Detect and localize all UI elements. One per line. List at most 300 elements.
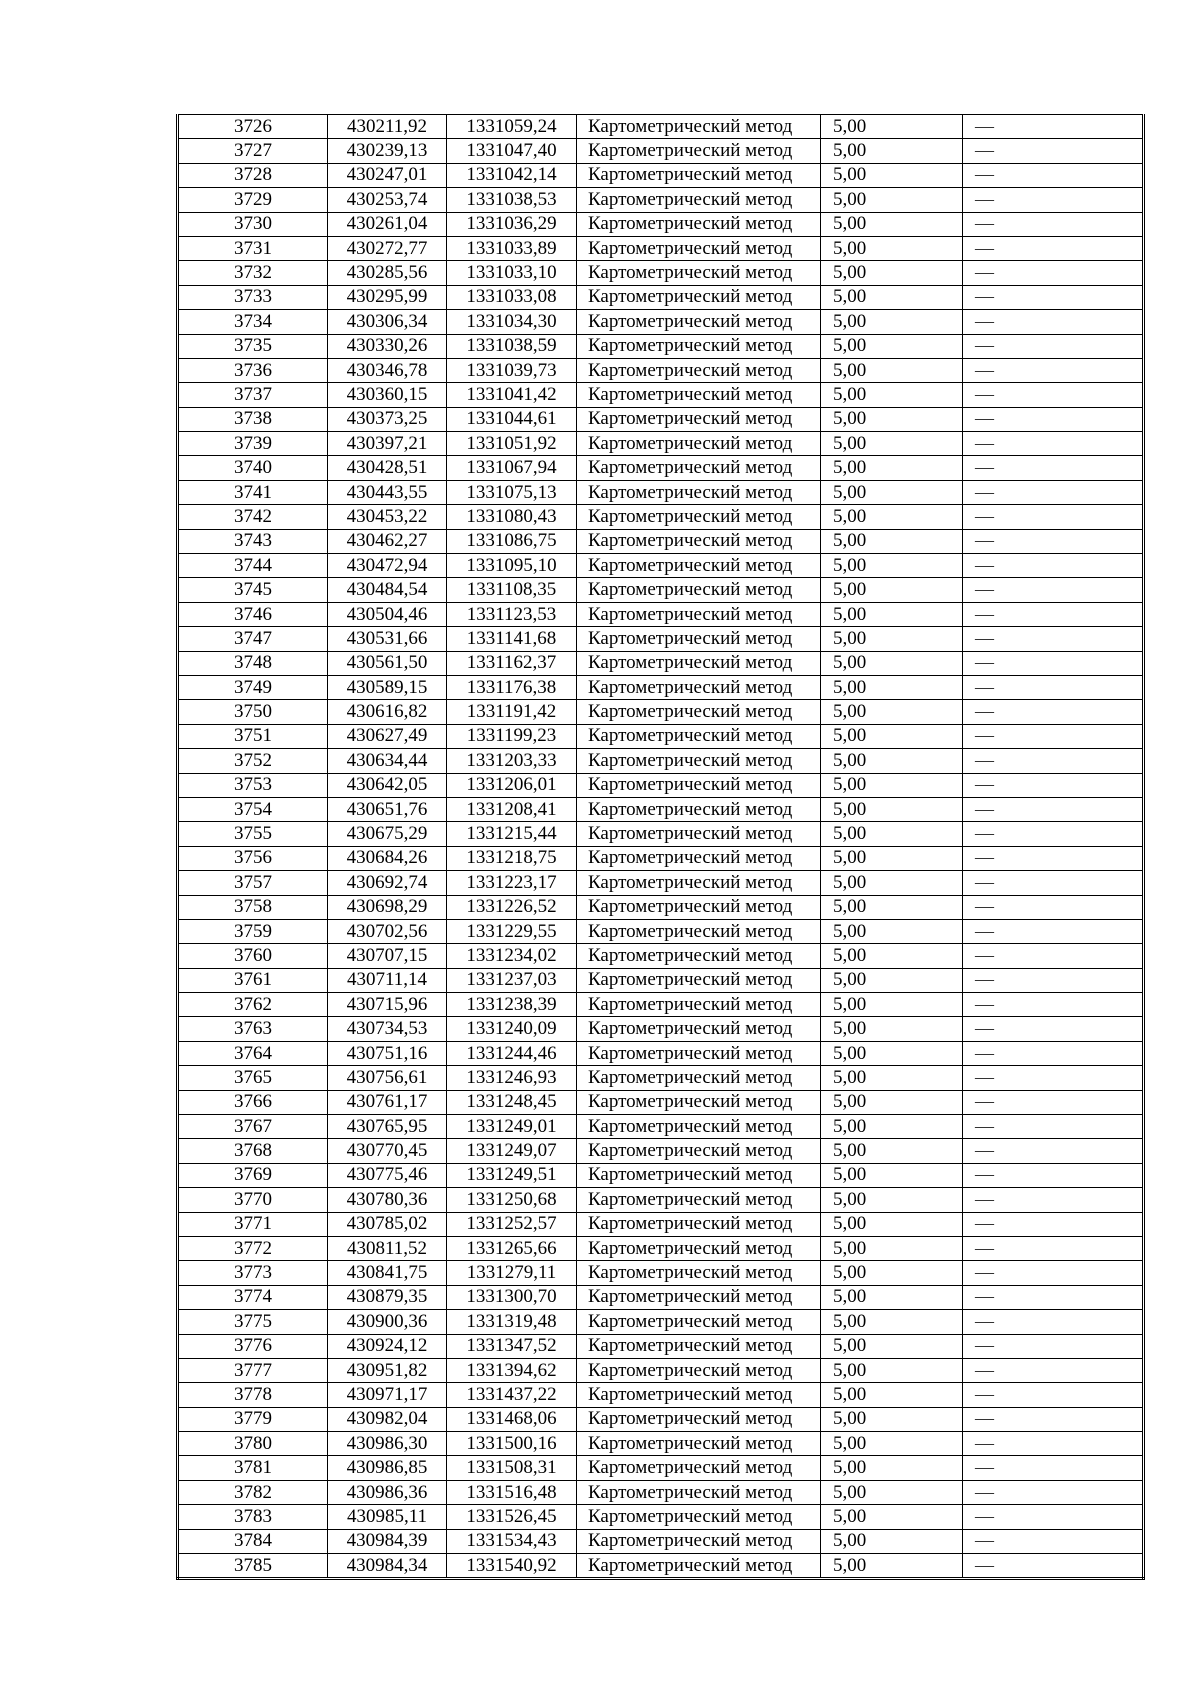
accuracy-cell: 5,00 bbox=[821, 529, 963, 553]
x-coordinate-cell: 430397,21 bbox=[328, 432, 447, 456]
y-coordinate-cell: 1331252,57 bbox=[447, 1212, 577, 1236]
x-coordinate-cell: 430330,26 bbox=[328, 334, 447, 358]
point-number-cell: 3762 bbox=[178, 993, 328, 1017]
accuracy-cell: 5,00 bbox=[821, 115, 963, 139]
y-coordinate-cell: 1331347,52 bbox=[447, 1334, 577, 1358]
x-coordinate-cell: 430775,46 bbox=[328, 1163, 447, 1187]
x-coordinate-cell: 430986,85 bbox=[328, 1456, 447, 1480]
y-coordinate-cell: 1331095,10 bbox=[447, 554, 577, 578]
method-cell: Картометрический метод bbox=[577, 1212, 821, 1236]
table-row bbox=[178, 1188, 1144, 1212]
description-cell: — bbox=[963, 797, 1144, 821]
accuracy-cell: 5,00 bbox=[821, 188, 963, 212]
description-cell: — bbox=[963, 1139, 1144, 1163]
description-cell: — bbox=[963, 846, 1144, 870]
point-number-cell: 3773 bbox=[178, 1261, 328, 1285]
description-cell: — bbox=[963, 919, 1144, 943]
accuracy-cell: 5,00 bbox=[821, 1115, 963, 1139]
table-row bbox=[178, 602, 1144, 626]
description-cell: — bbox=[963, 871, 1144, 895]
accuracy-cell: 5,00 bbox=[821, 675, 963, 699]
point-number-cell: 3727 bbox=[178, 139, 328, 163]
method-cell: Картометрический метод bbox=[577, 1432, 821, 1456]
point-number-cell: 3772 bbox=[178, 1236, 328, 1260]
method-cell: Картометрический метод bbox=[577, 1310, 821, 1334]
point-number-cell: 3739 bbox=[178, 432, 328, 456]
y-coordinate-cell: 1331526,45 bbox=[447, 1505, 577, 1529]
table-row bbox=[178, 1334, 1144, 1358]
table-row bbox=[178, 358, 1144, 382]
table-row bbox=[178, 944, 1144, 968]
point-number-cell: 3761 bbox=[178, 968, 328, 992]
table-row bbox=[178, 1554, 1144, 1579]
point-number-cell: 3756 bbox=[178, 846, 328, 870]
table-row bbox=[178, 1285, 1144, 1309]
x-coordinate-cell: 430811,52 bbox=[328, 1236, 447, 1260]
description-cell: — bbox=[963, 1212, 1144, 1236]
method-cell: Картометрический метод bbox=[577, 334, 821, 358]
table-body bbox=[178, 115, 1144, 1579]
description-cell: — bbox=[963, 1041, 1144, 1065]
point-number-cell: 3726 bbox=[178, 115, 328, 139]
table-row bbox=[178, 554, 1144, 578]
x-coordinate-cell: 430756,61 bbox=[328, 1066, 447, 1090]
y-coordinate-cell: 1331265,66 bbox=[447, 1236, 577, 1260]
point-number-cell: 3781 bbox=[178, 1456, 328, 1480]
accuracy-cell: 5,00 bbox=[821, 993, 963, 1017]
accuracy-cell: 5,00 bbox=[821, 846, 963, 870]
y-coordinate-cell: 1331041,42 bbox=[447, 383, 577, 407]
point-number-cell: 3755 bbox=[178, 822, 328, 846]
description-cell: — bbox=[963, 1554, 1144, 1579]
y-coordinate-cell: 1331468,06 bbox=[447, 1407, 577, 1431]
table-row bbox=[178, 749, 1144, 773]
point-number-cell: 3746 bbox=[178, 602, 328, 626]
x-coordinate-cell: 430971,17 bbox=[328, 1383, 447, 1407]
method-cell: Картометрический метод bbox=[577, 1285, 821, 1309]
description-cell: — bbox=[963, 700, 1144, 724]
method-cell: Картометрический метод bbox=[577, 163, 821, 187]
point-number-cell: 3744 bbox=[178, 554, 328, 578]
method-cell: Картометрический метод bbox=[577, 139, 821, 163]
method-cell: Картометрический метод bbox=[577, 1261, 821, 1285]
description-cell: — bbox=[963, 188, 1144, 212]
table-row bbox=[178, 456, 1144, 480]
method-cell: Картометрический метод bbox=[577, 749, 821, 773]
x-coordinate-cell: 430561,50 bbox=[328, 651, 447, 675]
method-cell: Картометрический метод bbox=[577, 1505, 821, 1529]
point-number-cell: 3785 bbox=[178, 1554, 328, 1579]
table-row bbox=[178, 846, 1144, 870]
point-number-cell: 3771 bbox=[178, 1212, 328, 1236]
table-row bbox=[178, 1383, 1144, 1407]
point-number-cell: 3784 bbox=[178, 1529, 328, 1553]
accuracy-cell: 5,00 bbox=[821, 432, 963, 456]
y-coordinate-cell: 1331033,89 bbox=[447, 236, 577, 260]
point-number-cell: 3734 bbox=[178, 310, 328, 334]
table-row bbox=[178, 1407, 1144, 1431]
point-number-cell: 3738 bbox=[178, 407, 328, 431]
x-coordinate-cell: 430306,34 bbox=[328, 310, 447, 334]
x-coordinate-cell: 430707,15 bbox=[328, 944, 447, 968]
x-coordinate-cell: 430984,34 bbox=[328, 1554, 447, 1579]
point-number-cell: 3768 bbox=[178, 1139, 328, 1163]
table-row bbox=[178, 700, 1144, 724]
y-coordinate-cell: 1331059,24 bbox=[447, 115, 577, 139]
accuracy-cell: 5,00 bbox=[821, 1456, 963, 1480]
method-cell: Картометрический метод bbox=[577, 1529, 821, 1553]
table-row bbox=[178, 651, 1144, 675]
description-cell: — bbox=[963, 334, 1144, 358]
x-coordinate-cell: 430986,36 bbox=[328, 1480, 447, 1504]
point-number-cell: 3731 bbox=[178, 236, 328, 260]
accuracy-cell: 5,00 bbox=[821, 1358, 963, 1382]
accuracy-cell: 5,00 bbox=[821, 505, 963, 529]
y-coordinate-cell: 1331229,55 bbox=[447, 919, 577, 943]
description-cell: — bbox=[963, 1090, 1144, 1114]
description-cell: — bbox=[963, 1115, 1144, 1139]
table-row bbox=[178, 1358, 1144, 1382]
x-coordinate-cell: 430443,55 bbox=[328, 480, 447, 504]
method-cell: Картометрический метод bbox=[577, 871, 821, 895]
method-cell: Картометрический метод bbox=[577, 578, 821, 602]
y-coordinate-cell: 1331500,16 bbox=[447, 1432, 577, 1456]
x-coordinate-cell: 430761,17 bbox=[328, 1090, 447, 1114]
point-number-cell: 3740 bbox=[178, 456, 328, 480]
description-cell: — bbox=[963, 822, 1144, 846]
y-coordinate-cell: 1331203,33 bbox=[447, 749, 577, 773]
description-cell: — bbox=[963, 1163, 1144, 1187]
y-coordinate-cell: 1331300,70 bbox=[447, 1285, 577, 1309]
description-cell: — bbox=[963, 944, 1144, 968]
y-coordinate-cell: 1331437,22 bbox=[447, 1383, 577, 1407]
table-row bbox=[178, 1041, 1144, 1065]
method-cell: Картометрический метод bbox=[577, 773, 821, 797]
x-coordinate-cell: 430285,56 bbox=[328, 261, 447, 285]
description-cell: — bbox=[963, 1505, 1144, 1529]
point-number-cell: 3737 bbox=[178, 383, 328, 407]
method-cell: Картометрический метод bbox=[577, 1407, 821, 1431]
point-number-cell: 3728 bbox=[178, 163, 328, 187]
accuracy-cell: 5,00 bbox=[821, 1554, 963, 1579]
x-coordinate-cell: 430785,02 bbox=[328, 1212, 447, 1236]
table-row bbox=[178, 261, 1144, 285]
table-row bbox=[178, 1310, 1144, 1334]
y-coordinate-cell: 1331047,40 bbox=[447, 139, 577, 163]
accuracy-cell: 5,00 bbox=[821, 383, 963, 407]
x-coordinate-cell: 430360,15 bbox=[328, 383, 447, 407]
point-number-cell: 3735 bbox=[178, 334, 328, 358]
table-row bbox=[178, 383, 1144, 407]
method-cell: Картометрический метод bbox=[577, 212, 821, 236]
point-number-cell: 3730 bbox=[178, 212, 328, 236]
method-cell: Картометрический метод bbox=[577, 822, 821, 846]
accuracy-cell: 5,00 bbox=[821, 334, 963, 358]
point-number-cell: 3757 bbox=[178, 871, 328, 895]
table-row bbox=[178, 1432, 1144, 1456]
description-cell: — bbox=[963, 1480, 1144, 1504]
y-coordinate-cell: 1331033,10 bbox=[447, 261, 577, 285]
method-cell: Картометрический метод bbox=[577, 432, 821, 456]
point-number-cell: 3749 bbox=[178, 675, 328, 699]
accuracy-cell: 5,00 bbox=[821, 261, 963, 285]
y-coordinate-cell: 1331191,42 bbox=[447, 700, 577, 724]
y-coordinate-cell: 1331036,29 bbox=[447, 212, 577, 236]
y-coordinate-cell: 1331226,52 bbox=[447, 895, 577, 919]
description-cell: — bbox=[963, 627, 1144, 651]
description-cell: — bbox=[963, 1334, 1144, 1358]
y-coordinate-cell: 1331141,68 bbox=[447, 627, 577, 651]
accuracy-cell: 5,00 bbox=[821, 1163, 963, 1187]
point-number-cell: 3769 bbox=[178, 1163, 328, 1187]
y-coordinate-cell: 1331162,37 bbox=[447, 651, 577, 675]
method-cell: Картометрический метод bbox=[577, 1017, 821, 1041]
method-cell: Картометрический метод bbox=[577, 1041, 821, 1065]
y-coordinate-cell: 1331208,41 bbox=[447, 797, 577, 821]
point-number-cell: 3748 bbox=[178, 651, 328, 675]
description-cell: — bbox=[963, 1236, 1144, 1260]
method-cell: Картометрический метод bbox=[577, 968, 821, 992]
y-coordinate-cell: 1331234,02 bbox=[447, 944, 577, 968]
table-row bbox=[178, 1480, 1144, 1504]
method-cell: Картометрический метод bbox=[577, 456, 821, 480]
description-cell: — bbox=[963, 115, 1144, 139]
description-cell: — bbox=[963, 383, 1144, 407]
table-row bbox=[178, 675, 1144, 699]
point-number-cell: 3745 bbox=[178, 578, 328, 602]
method-cell: Картометрический метод bbox=[577, 310, 821, 334]
accuracy-cell: 5,00 bbox=[821, 1505, 963, 1529]
method-cell: Картометрический метод bbox=[577, 1163, 821, 1187]
x-coordinate-cell: 430879,35 bbox=[328, 1285, 447, 1309]
point-number-cell: 3774 bbox=[178, 1285, 328, 1309]
method-cell: Картометрический метод bbox=[577, 1554, 821, 1579]
method-cell: Картометрический метод bbox=[577, 383, 821, 407]
description-cell: — bbox=[963, 651, 1144, 675]
method-cell: Картометрический метод bbox=[577, 1188, 821, 1212]
x-coordinate-cell: 430261,04 bbox=[328, 212, 447, 236]
method-cell: Картометрический метод bbox=[577, 554, 821, 578]
accuracy-cell: 5,00 bbox=[821, 1285, 963, 1309]
description-cell: — bbox=[963, 1066, 1144, 1090]
method-cell: Картометрический метод bbox=[577, 407, 821, 431]
method-cell: Картометрический метод bbox=[577, 1115, 821, 1139]
method-cell: Картометрический метод bbox=[577, 1066, 821, 1090]
point-number-cell: 3765 bbox=[178, 1066, 328, 1090]
accuracy-cell: 5,00 bbox=[821, 627, 963, 651]
y-coordinate-cell: 1331394,62 bbox=[447, 1358, 577, 1382]
x-coordinate-cell: 430985,11 bbox=[328, 1505, 447, 1529]
accuracy-cell: 5,00 bbox=[821, 212, 963, 236]
accuracy-cell: 5,00 bbox=[821, 407, 963, 431]
y-coordinate-cell: 1331039,73 bbox=[447, 358, 577, 382]
y-coordinate-cell: 1331075,13 bbox=[447, 480, 577, 504]
accuracy-cell: 5,00 bbox=[821, 163, 963, 187]
table-row bbox=[178, 993, 1144, 1017]
accuracy-cell: 5,00 bbox=[821, 1383, 963, 1407]
point-number-cell: 3752 bbox=[178, 749, 328, 773]
description-cell: — bbox=[963, 1017, 1144, 1041]
accuracy-cell: 5,00 bbox=[821, 797, 963, 821]
point-number-cell: 3747 bbox=[178, 627, 328, 651]
point-number-cell: 3775 bbox=[178, 1310, 328, 1334]
table-row bbox=[178, 1236, 1144, 1260]
method-cell: Картометрический метод bbox=[577, 944, 821, 968]
method-cell: Картометрический метод bbox=[577, 1334, 821, 1358]
x-coordinate-cell: 430986,30 bbox=[328, 1432, 447, 1456]
description-cell: — bbox=[963, 529, 1144, 553]
accuracy-cell: 5,00 bbox=[821, 285, 963, 309]
x-coordinate-cell: 430900,36 bbox=[328, 1310, 447, 1334]
point-number-cell: 3777 bbox=[178, 1358, 328, 1382]
y-coordinate-cell: 1331218,75 bbox=[447, 846, 577, 870]
method-cell: Картометрический метод bbox=[577, 797, 821, 821]
table-row bbox=[178, 919, 1144, 943]
x-coordinate-cell: 430675,29 bbox=[328, 822, 447, 846]
table-row bbox=[178, 480, 1144, 504]
description-cell: — bbox=[963, 724, 1144, 748]
y-coordinate-cell: 1331038,53 bbox=[447, 188, 577, 212]
y-coordinate-cell: 1331508,31 bbox=[447, 1456, 577, 1480]
accuracy-cell: 5,00 bbox=[821, 749, 963, 773]
description-cell: — bbox=[963, 968, 1144, 992]
y-coordinate-cell: 1331249,07 bbox=[447, 1139, 577, 1163]
point-number-cell: 3779 bbox=[178, 1407, 328, 1431]
y-coordinate-cell: 1331086,75 bbox=[447, 529, 577, 553]
description-cell: — bbox=[963, 993, 1144, 1017]
y-coordinate-cell: 1331215,44 bbox=[447, 822, 577, 846]
method-cell: Картометрический метод bbox=[577, 1090, 821, 1114]
y-coordinate-cell: 1331033,08 bbox=[447, 285, 577, 309]
accuracy-cell: 5,00 bbox=[821, 895, 963, 919]
description-cell: — bbox=[963, 578, 1144, 602]
method-cell: Картометрический метод bbox=[577, 1139, 821, 1163]
accuracy-cell: 5,00 bbox=[821, 236, 963, 260]
accuracy-cell: 5,00 bbox=[821, 871, 963, 895]
x-coordinate-cell: 430531,66 bbox=[328, 627, 447, 651]
table-row bbox=[178, 822, 1144, 846]
y-coordinate-cell: 1331249,51 bbox=[447, 1163, 577, 1187]
description-cell: — bbox=[963, 1529, 1144, 1553]
accuracy-cell: 5,00 bbox=[821, 1139, 963, 1163]
y-coordinate-cell: 1331042,14 bbox=[447, 163, 577, 187]
description-cell: — bbox=[963, 773, 1144, 797]
table-row bbox=[178, 1456, 1144, 1480]
point-number-cell: 3753 bbox=[178, 773, 328, 797]
point-number-cell: 3758 bbox=[178, 895, 328, 919]
x-coordinate-cell: 430504,46 bbox=[328, 602, 447, 626]
point-number-cell: 3751 bbox=[178, 724, 328, 748]
x-coordinate-cell: 430453,22 bbox=[328, 505, 447, 529]
description-cell: — bbox=[963, 749, 1144, 773]
x-coordinate-cell: 430616,82 bbox=[328, 700, 447, 724]
table-row bbox=[178, 139, 1144, 163]
table-row bbox=[178, 1529, 1144, 1553]
method-cell: Картометрический метод bbox=[577, 675, 821, 699]
document-page bbox=[176, 114, 1146, 1579]
description-cell: — bbox=[963, 1383, 1144, 1407]
y-coordinate-cell: 1331044,61 bbox=[447, 407, 577, 431]
point-number-cell: 3766 bbox=[178, 1090, 328, 1114]
table-row bbox=[178, 285, 1144, 309]
point-number-cell: 3754 bbox=[178, 797, 328, 821]
description-cell: — bbox=[963, 1285, 1144, 1309]
accuracy-cell: 5,00 bbox=[821, 968, 963, 992]
description-cell: — bbox=[963, 407, 1144, 431]
table-row bbox=[178, 797, 1144, 821]
table-row bbox=[178, 115, 1144, 139]
accuracy-cell: 5,00 bbox=[821, 919, 963, 943]
point-number-cell: 3776 bbox=[178, 1334, 328, 1358]
table-row bbox=[178, 895, 1144, 919]
table-row bbox=[178, 529, 1144, 553]
method-cell: Картометрический метод bbox=[577, 1358, 821, 1382]
table-row bbox=[178, 724, 1144, 748]
x-coordinate-cell: 430484,54 bbox=[328, 578, 447, 602]
method-cell: Картометрический метод bbox=[577, 188, 821, 212]
accuracy-cell: 5,00 bbox=[821, 1432, 963, 1456]
method-cell: Картометрический метод bbox=[577, 895, 821, 919]
accuracy-cell: 5,00 bbox=[821, 480, 963, 504]
y-coordinate-cell: 1331249,01 bbox=[447, 1115, 577, 1139]
table-row bbox=[178, 188, 1144, 212]
x-coordinate-cell: 430253,74 bbox=[328, 188, 447, 212]
x-coordinate-cell: 430247,01 bbox=[328, 163, 447, 187]
table-row bbox=[178, 505, 1144, 529]
accuracy-cell: 5,00 bbox=[821, 700, 963, 724]
table-row bbox=[178, 1139, 1144, 1163]
x-coordinate-cell: 430982,04 bbox=[328, 1407, 447, 1431]
description-cell: — bbox=[963, 310, 1144, 334]
method-cell: Картометрический метод bbox=[577, 1456, 821, 1480]
accuracy-cell: 5,00 bbox=[821, 944, 963, 968]
y-coordinate-cell: 1331067,94 bbox=[447, 456, 577, 480]
accuracy-cell: 5,00 bbox=[821, 1407, 963, 1431]
accuracy-cell: 5,00 bbox=[821, 578, 963, 602]
y-coordinate-cell: 1331034,30 bbox=[447, 310, 577, 334]
y-coordinate-cell: 1331319,48 bbox=[447, 1310, 577, 1334]
x-coordinate-cell: 430589,15 bbox=[328, 675, 447, 699]
point-number-cell: 3732 bbox=[178, 261, 328, 285]
x-coordinate-cell: 430702,56 bbox=[328, 919, 447, 943]
accuracy-cell: 5,00 bbox=[821, 310, 963, 334]
accuracy-cell: 5,00 bbox=[821, 1188, 963, 1212]
y-coordinate-cell: 1331279,11 bbox=[447, 1261, 577, 1285]
point-number-cell: 3743 bbox=[178, 529, 328, 553]
accuracy-cell: 5,00 bbox=[821, 651, 963, 675]
method-cell: Картометрический метод bbox=[577, 1383, 821, 1407]
table-row bbox=[178, 773, 1144, 797]
x-coordinate-cell: 430211,92 bbox=[328, 115, 447, 139]
y-coordinate-cell: 1331237,03 bbox=[447, 968, 577, 992]
accuracy-cell: 5,00 bbox=[821, 724, 963, 748]
method-cell: Картометрический метод bbox=[577, 358, 821, 382]
accuracy-cell: 5,00 bbox=[821, 1212, 963, 1236]
y-coordinate-cell: 1331248,45 bbox=[447, 1090, 577, 1114]
y-coordinate-cell: 1331246,93 bbox=[447, 1066, 577, 1090]
x-coordinate-cell: 430711,14 bbox=[328, 968, 447, 992]
method-cell: Картометрический метод bbox=[577, 724, 821, 748]
accuracy-cell: 5,00 bbox=[821, 1529, 963, 1553]
y-coordinate-cell: 1331244,46 bbox=[447, 1041, 577, 1065]
y-coordinate-cell: 1331540,92 bbox=[447, 1554, 577, 1579]
table-row bbox=[178, 334, 1144, 358]
table-row bbox=[178, 407, 1144, 431]
point-number-cell: 3760 bbox=[178, 944, 328, 968]
y-coordinate-cell: 1331238,39 bbox=[447, 993, 577, 1017]
x-coordinate-cell: 430751,16 bbox=[328, 1041, 447, 1065]
y-coordinate-cell: 1331240,09 bbox=[447, 1017, 577, 1041]
